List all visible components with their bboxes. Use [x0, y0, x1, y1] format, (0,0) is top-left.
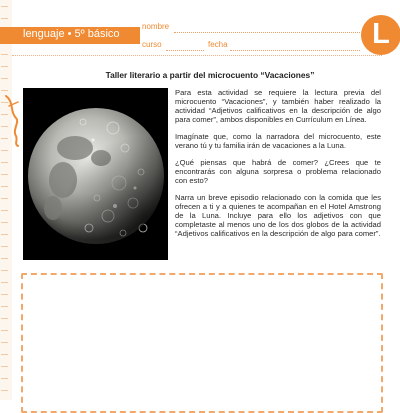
margin-tick: [1, 390, 8, 391]
margin-tick: [1, 198, 8, 199]
margin-tick: [1, 150, 8, 151]
paragraph-imagine: Imagínate que, como la narradora del microcuento, este verano tú y tu familia irán de vacaciones a la Luna.: [175, 132, 381, 150]
margin-tick: [1, 306, 8, 307]
ruled-margin: [0, 0, 12, 400]
margin-tick: [1, 282, 8, 283]
margin-tick: [1, 234, 8, 235]
margin-tick: [1, 342, 8, 343]
paragraph-task: Narra un breve episodio relacionado con la comida que les ofrecen a ti y a quienes te acompañan en el Hotel Amstrong de la Luna. Incluye para ello los adjetivos con que completaste al menos uno de los dos globos de la actividad “Adjetivos calificativos en la descripción de algo para comer”.: [175, 193, 381, 238]
margin-tick: [1, 54, 8, 55]
student-info-fields: [142, 22, 360, 56]
header-divider: [12, 55, 382, 56]
margin-tick: [1, 258, 8, 259]
margin-tick: [1, 90, 8, 91]
moon-photo-icon: [23, 88, 168, 260]
paragraph-requirements: Para esta actividad se requiere la lectura previa del microcuento “Vacaciones”, y también haber realizado la actividad “Adjetivos calificativos en la descripción de algo para comer”, ambos disponibles en Currículum en Línea.: [175, 88, 381, 124]
margin-tick: [1, 354, 8, 355]
course-label: curso: [142, 40, 162, 49]
date-field[interactable]: [230, 50, 360, 51]
name-label: nombre: [142, 22, 170, 31]
margin-tick: [1, 222, 8, 223]
paragraph-questions: ¿Qué piensas que habrá de comer? ¿Crees que te encontrarás con alguna sorpresa o problema relacionado con esto?: [175, 158, 381, 185]
badge-letter: L: [372, 18, 390, 50]
date-label: fecha: [208, 40, 228, 49]
margin-tick: [1, 174, 8, 175]
margin-tick: [1, 162, 8, 163]
margin-tick: [1, 246, 8, 247]
margin-tick: [1, 378, 8, 379]
worksheet-title: Taller literario a partir del microcuento “Vacaciones”: [105, 70, 315, 80]
answer-writing-box[interactable]: [21, 273, 383, 413]
scribble-decoration-icon: [4, 92, 22, 148]
margin-tick: [1, 6, 8, 7]
margin-tick: [1, 210, 8, 211]
subject-banner: [0, 27, 140, 44]
margin-tick: [1, 330, 8, 331]
course-field[interactable]: [166, 50, 204, 51]
margin-tick: [1, 18, 8, 19]
margin-tick: [1, 270, 8, 271]
margin-tick: [1, 78, 8, 79]
name-field[interactable]: [174, 32, 360, 33]
margin-tick: [1, 186, 8, 187]
margin-tick: [1, 318, 8, 319]
margin-tick: [1, 66, 8, 67]
subject-label: lenguaje • 5º básico: [23, 28, 120, 40]
margin-tick: [1, 366, 8, 367]
instructions-text: [175, 88, 381, 246]
subject-badge: [361, 15, 400, 55]
margin-tick: [1, 294, 8, 295]
